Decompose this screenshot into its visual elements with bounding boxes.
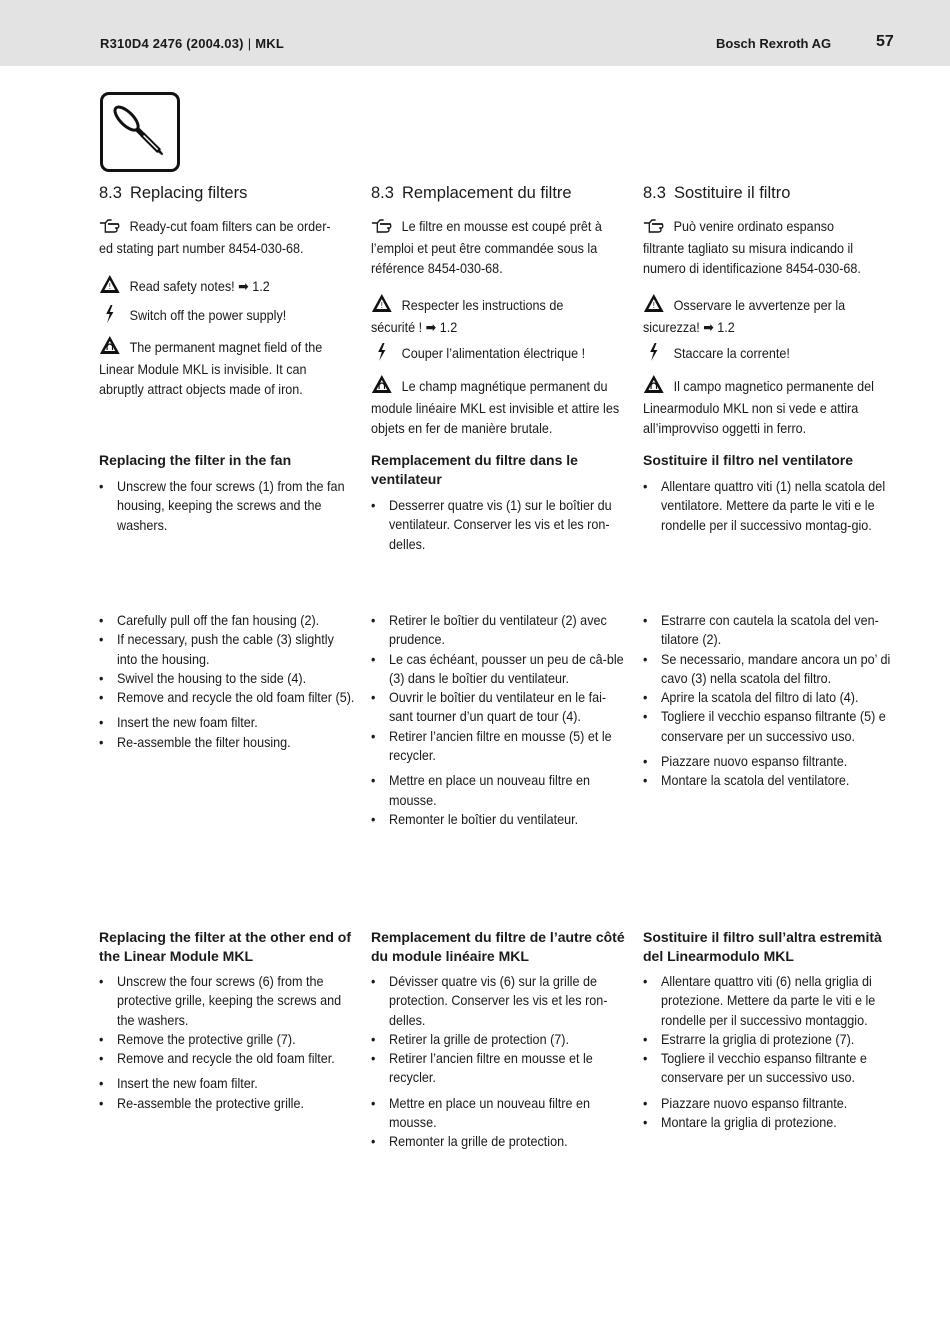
- list-item: • Unscrew the four screws (1) from the fan housing, keeping the screws and the washers.: [99, 477, 356, 535]
- safety-text: Osservare le avvertenze per la sicurezza!: [643, 297, 846, 336]
- power-text: Staccare la corrente!: [673, 345, 790, 361]
- fan-heading: Remplacement du filtre dans le ventilateur: [371, 452, 578, 487]
- list-item: • Piazzare nuovo espanso filtrante.: [643, 752, 900, 771]
- section-title-text: Replacing filters: [129, 184, 248, 202]
- end-heading: Replacing the filter at the other end of the Linear Module MKL: [99, 929, 352, 964]
- company-name: Bosch Rexroth AG: [716, 36, 832, 51]
- note-text: Ready-cut foam filters can be order-ed stating part number 8454-030-68.: [99, 218, 331, 257]
- section-title: [371, 184, 572, 203]
- page-header: [0, 0, 950, 66]
- fan-steps-list-2: [643, 611, 900, 791]
- section-title: [99, 184, 247, 203]
- list-item: • Mettre en place un nouveau filtre en mousse.: [371, 771, 628, 810]
- list-item: • Togliere il vecchio espanso filtrante e conservare per un successivo uso.: [643, 1049, 900, 1088]
- note-text: Può venire ordinato espanso filtrante tagliato su misura indicando il numero di identificazione 8454-030-68.: [643, 218, 861, 276]
- list-item: • Se necessario, mandare ancora un po’ di cavo (3) nella scatola del filtro.: [643, 650, 900, 689]
- safety-ref: 1.2: [252, 278, 270, 294]
- fan-steps-list-2: [99, 611, 356, 752]
- svg-text:!: !: [380, 300, 384, 311]
- magnet-text: Le champ magnétique permanent du module linéaire MKL est invisible et attire les objets en fer de manière brutale.: [371, 378, 620, 436]
- fan-steps-list-2: [371, 611, 628, 829]
- screwdriver-icon: [100, 92, 180, 172]
- page-number: 57: [876, 33, 894, 50]
- list-item: • Estrarre la griglia di protezione (7).: [643, 1030, 900, 1049]
- magnet-note: [371, 374, 628, 438]
- list-item: • Insert the new foam filter.: [99, 1074, 356, 1093]
- header-separator: |: [247, 36, 252, 51]
- list-item: • Remove the protective grille (7).: [99, 1030, 356, 1049]
- end-heading: Sostituire il filtro sull’altra estremità del Linearmodulo MKL: [643, 929, 882, 964]
- magnet-warning-icon: [99, 335, 121, 360]
- power-text: Switch off the power supply!: [129, 307, 287, 323]
- list-item: • Re-assemble the filter housing.: [99, 733, 356, 752]
- safety-text: Respecter les instructions de sécurité !: [371, 297, 564, 336]
- section-number: 8.3: [643, 184, 666, 202]
- power-text: Couper l’alimentation électrique !: [401, 345, 586, 361]
- safety-note: [99, 274, 335, 299]
- end-heading: Remplacement du filtre de l’autre côté du module linéaire MKL: [371, 929, 625, 964]
- list-item: • Retirer l’ancien filtre en mousse et le recycler.: [371, 1049, 628, 1088]
- list-item: • Remove and recycle the old foam filter.: [99, 1049, 356, 1068]
- section-title: [643, 184, 790, 203]
- magnet-note: [643, 374, 879, 438]
- arrow-right-icon: ➡: [238, 278, 249, 294]
- end-steps-list: [643, 972, 900, 1132]
- lightning-icon: [371, 343, 393, 366]
- list-item: • Allentare quattro viti (1) nella scatola del ventilatore. Mettere da parte le viti e le rondelle per il successivo montag-gio.: [643, 477, 900, 535]
- warning-triangle-icon: [99, 274, 121, 299]
- safety-text: Read safety notes!: [129, 278, 235, 294]
- safety-note: [371, 293, 607, 338]
- list-item: • Montare la griglia di protezione.: [643, 1113, 900, 1132]
- section-number: 8.3: [99, 184, 122, 202]
- list-item: • Re-assemble the protective grille.: [99, 1094, 356, 1113]
- note-paragraph: [643, 217, 879, 278]
- list-item: • Remonter la grille de protection.: [371, 1132, 628, 1151]
- list-item: • Desserrer quatre vis (1) sur le boîtier du ventilateur. Conserver les vis et les ron-delles.: [371, 496, 628, 554]
- end-steps-list: [371, 972, 628, 1152]
- arrow-right-icon: ➡: [703, 319, 714, 336]
- list-item: • Insert the new foam filter.: [99, 713, 356, 732]
- power-note: [371, 343, 607, 366]
- warning-triangle-icon: [371, 293, 393, 318]
- doc-number: R310D4 2476 (2004.03): [100, 36, 244, 51]
- lightning-icon: [643, 343, 665, 366]
- lightning-icon: [99, 305, 121, 328]
- hand-pointer-icon: [643, 219, 665, 239]
- list-item: • Remove and recycle the old foam filter (5).: [99, 688, 356, 707]
- list-item: • Retirer le boîtier du ventilateur (2) avec prudence.: [371, 611, 628, 650]
- list-item: • Retirer la grille de protection (7).: [371, 1030, 628, 1049]
- arrow-right-icon: ➡: [425, 319, 437, 336]
- fan-steps-list-1: [99, 477, 356, 535]
- list-item: • Mettre en place un nouveau filtre en mousse.: [371, 1094, 628, 1133]
- safety-note: [643, 293, 879, 338]
- list-item: • Piazzare nuovo espanso filtrante.: [643, 1094, 900, 1113]
- section-title-text: Sostituire il filtro: [673, 184, 791, 202]
- safety-ref: 1.2: [439, 319, 458, 336]
- safety-ref: 1.2: [717, 319, 735, 336]
- note-text: Le filtre en mousse est coupé prêt à l’emploi et peut être commandée sous la référence 8454-030-68.: [371, 218, 602, 276]
- note-paragraph: [99, 217, 335, 259]
- list-item: • Montare la scatola del ventilatore.: [643, 771, 900, 790]
- list-item: • Ouvrir le boîtier du ventilateur en le fai-sant tourner d’un quart de tour (4).: [371, 688, 628, 727]
- list-item: • Remonter le boîtier du ventilateur.: [371, 810, 628, 829]
- note-paragraph: [371, 217, 607, 278]
- svg-text:!: !: [652, 300, 656, 311]
- power-note: [643, 343, 879, 366]
- list-item: • Le cas échéant, pousser un peu de câ-ble (3) dans le boîtier du ventilateur.: [371, 650, 628, 689]
- list-item: • Unscrew the four screws (6) from the protective grille, keeping the screws and the washers.: [99, 972, 356, 1030]
- svg-text:!: !: [108, 281, 112, 292]
- list-item: • If necessary, push the cable (3) slightly into the housing.: [99, 630, 356, 669]
- section-number: 8.3: [371, 184, 394, 202]
- list-item: • Togliere il vecchio espanso filtrante (5) e conservare per un successivo uso.: [643, 707, 900, 746]
- list-item: • Carefully pull off the fan housing (2).: [99, 611, 356, 630]
- fan-heading: Sostituire il filtro nel ventilatore: [643, 452, 854, 468]
- warning-triangle-icon: [643, 293, 665, 318]
- hand-pointer-icon: [99, 219, 121, 239]
- list-item: • Swivel the housing to the side (4).: [99, 669, 356, 688]
- list-item: • Retirer l’ancien filtre en mousse (5) et le recycler.: [371, 727, 628, 766]
- section-title-text: Remplacement du filtre: [401, 184, 572, 202]
- list-item: • Dévisser quatre vis (6) sur la grille de protection. Conserver les vis et les ron-delles.: [371, 972, 628, 1030]
- fan-steps-list-1: [643, 477, 900, 535]
- list-item: • Estrarre con cautela la scatola del ven-tilatore (2).: [643, 611, 900, 650]
- power-note: [99, 305, 335, 328]
- list-item: • Aprire la scatola del filtro di lato (4).: [643, 688, 900, 707]
- hand-pointer-icon: [371, 219, 393, 239]
- magnet-warning-icon: [643, 374, 665, 399]
- product-name: MKL: [255, 36, 285, 51]
- fan-heading: Replacing the filter in the fan: [99, 452, 292, 468]
- list-item: • Allentare quattro viti (6) nella griglia di protezione. Mettere da parte le viti e le rondelle per il successivo montaggio.: [643, 972, 900, 1030]
- magnet-note: [99, 335, 335, 399]
- magnet-warning-icon: [371, 374, 393, 399]
- fan-steps-list-1: [371, 496, 628, 554]
- document-id: [100, 36, 284, 51]
- magnet-text: Il campo magnetico permanente del Linearmodulo MKL non si vede e attira all’improvviso oggetti in ferro.: [643, 378, 874, 436]
- end-steps-list: [99, 972, 356, 1113]
- magnet-text: The permanent magnet field of the Linear Module MKL is invisible. It can abruptly attract objects made of iron.: [99, 339, 323, 397]
